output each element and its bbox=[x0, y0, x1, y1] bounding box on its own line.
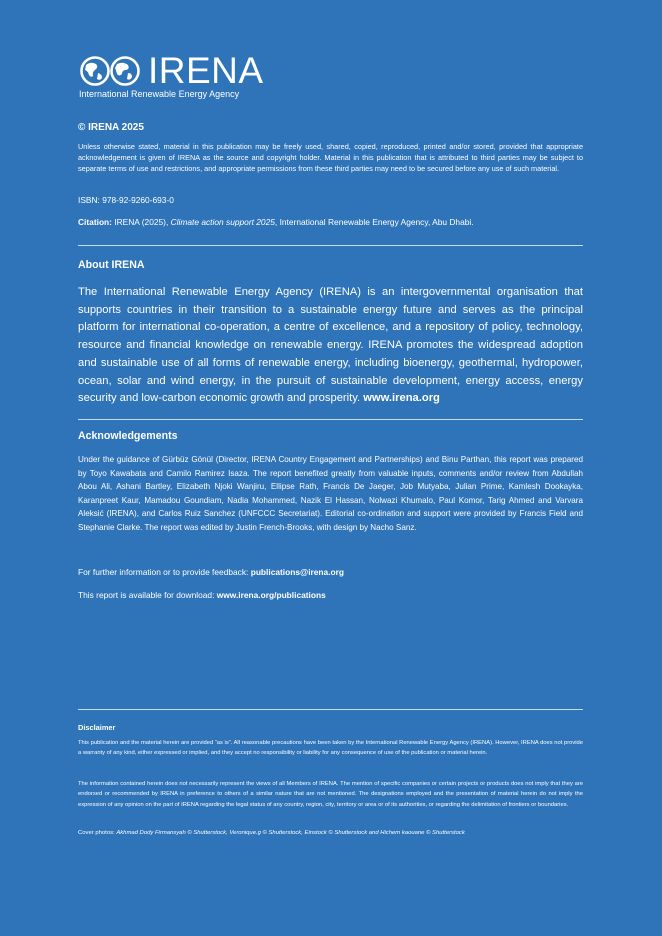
isbn-text: ISBN: 978-92-9260-693-0 bbox=[78, 195, 174, 205]
cover-label: Cover photos: bbox=[78, 830, 117, 836]
feedback-line bbox=[78, 567, 344, 577]
download-text: This report is available for download: bbox=[78, 590, 217, 600]
about-text bbox=[78, 284, 583, 408]
citation-post: , International Renewable Energy Agency, Abu Dhabi. bbox=[274, 217, 474, 227]
feedback-text: For further information or to provide feedback: bbox=[78, 567, 251, 577]
citation-title: Climate action support 2025 bbox=[170, 217, 275, 227]
logo-subtitle: International Renewable Energy Agency bbox=[79, 89, 240, 99]
citation-label: Citation: bbox=[78, 217, 112, 227]
divider bbox=[78, 245, 583, 246]
cover-photos-credit bbox=[78, 830, 465, 836]
about-body: The International Renewable Energy Agency (IRENA) is an intergovernmental organisation that supports countries in their transition to a sustainable energy future and serves as the principal platform for international co-operation, a centre of excellence, and a repository of policy, technology, resource and financial knowledge on renewable energy. IRENA promotes the widespread adoption and sustainable use of all forms of renewable energy, including bioenergy, geothermal, hydropower, ocean, solar and wind energy, in the pursuit of sustainable development, energy access, energy security and low-carbon economic growth and prosperity. bbox=[78, 286, 583, 405]
copyright-text: Unless otherwise stated, material in this publication may be freely used, shared, copied, reproduced, printed and/or stored, provided that appropriate acknowledgement is given of IRENA as the source and copyright holder. Material in this publication that is attributed to third parties may be subject to separate terms of use and restrictions, and appropriate permissions from these third parties may need to be secured before any use of such material. bbox=[78, 142, 583, 174]
divider bbox=[78, 419, 583, 420]
acknowledgements-text: Under the guidance of Gürbüz Gönül (Director, IRENA Country Engagement and Partnerships) and Binu Parthan, this report was prepared by Toyo Kawabata and Camilo Ramirez Isaza. The report benefited greatly from valuable inputs, comments and/or review from Abdullah Abou Ali, Ashani Bartley, Elizabeth Njoki Wanjiru, Ellipse Rath, Francis De Jaeger, Job Mutyaba, Julian Prime, Kamlesh Dookayka, Karanpreet Kaur, Mamadou Goundiam, Nadia Mohammed, Nazik El Hassan, Nolwazi Khumalo, Paul Komor, Tarig Ahmed and Varvara Aleksić (IRENA), and Carlos Ruiz Sanchez (UNFCCC Secretariat). Editorial co-ordination and support were provided by Francis Field and Stephanie Clarke. The report was edited by Justin French-Brooks, with design by Nacho Sanz. bbox=[78, 455, 583, 532]
disclaimer-title: Disclaimer bbox=[78, 723, 116, 732]
irena-logo bbox=[78, 50, 268, 102]
feedback-email-link[interactable]: publications@irena.org bbox=[250, 567, 345, 577]
cover-credits: Akhmad Dody Firmansyah © Shutterstock, Veronique.g © Shutterstock, Einstock © Shutterstock and Hichem kaouane © Shutterstock bbox=[116, 830, 465, 836]
irena-website-link[interactable]: www.irena.org bbox=[363, 392, 440, 405]
disclaimer-paragraph-2: The information contained herein does not necessarily represent the views of all Members of IRENA. The mention of specific companies or certain projects or products does not imply that they are endorsed or recommended by IRENA in preference to others of a similar nature that are not mentioned. The designations employed and the presentation of material herein do not imply the expression of any opinion on the part of IRENA regarding the legal status of any country, region, city, territory or area or of its authorities, or regarding the delimitation of frontiers or boundaries. bbox=[78, 781, 583, 808]
divider bbox=[78, 709, 583, 710]
about-title: About IRENA bbox=[78, 259, 145, 271]
citation-text bbox=[78, 217, 474, 227]
citation-pre: IRENA (2025), bbox=[111, 217, 171, 227]
copyright-title: © IRENA 2025 bbox=[78, 122, 144, 133]
logo-wordmark: IRENA bbox=[148, 50, 264, 91]
disclaimer-paragraph-1: This publication and the material herein are provided “as is”. All reasonable precautions have been taken by the International Renewable Energy Agency (IRENA). However, IRENA does not provide a warranty of any kind, either expressed or implied, and they accept no responsibility or liability for any consequence of use of the publication or material herein. bbox=[78, 740, 583, 757]
acknowledgements-title: Acknowledgements bbox=[78, 430, 178, 442]
irena-globe-icon bbox=[78, 55, 144, 89]
download-link[interactable]: www.irena.org/publications bbox=[216, 590, 326, 600]
download-line bbox=[78, 590, 326, 600]
